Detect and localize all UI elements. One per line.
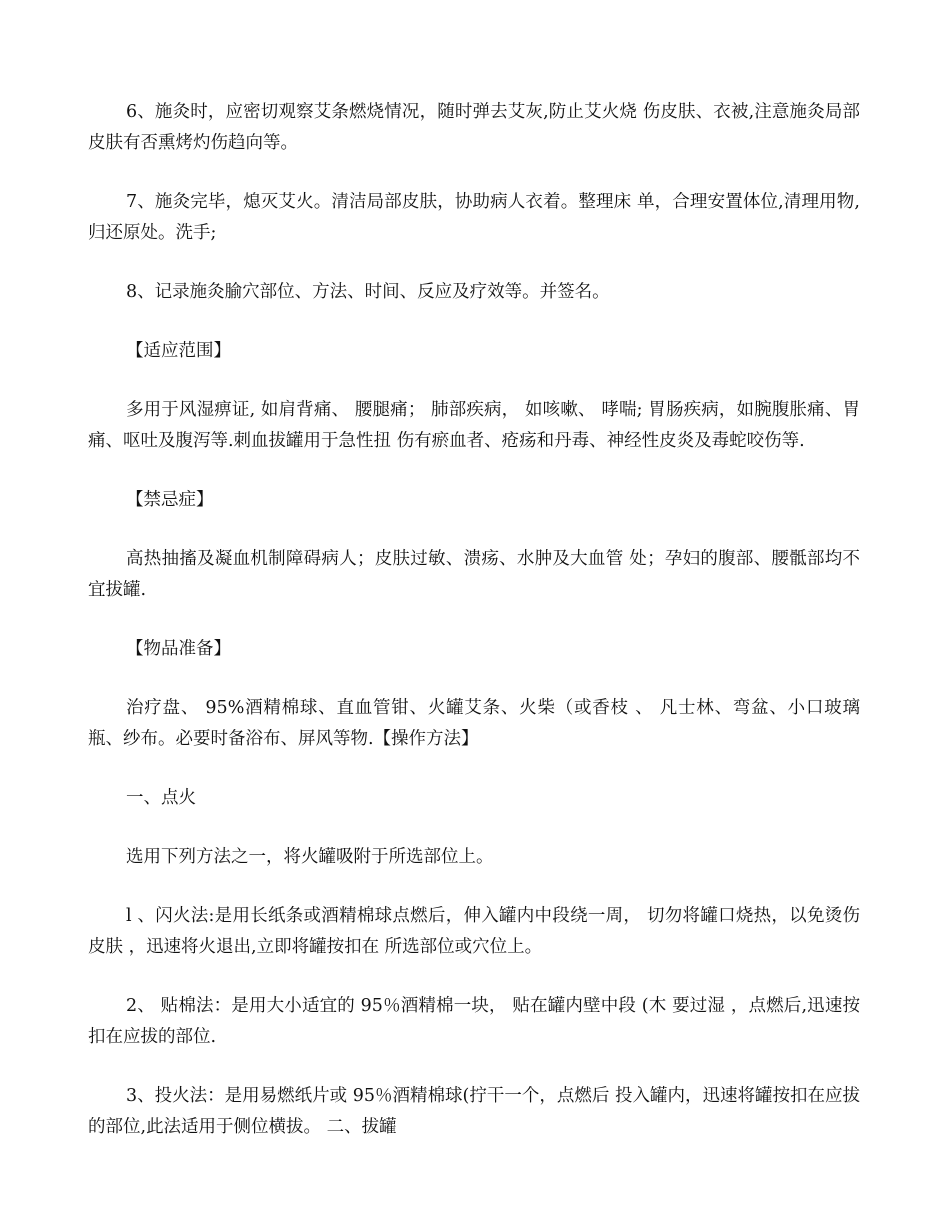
paragraph-throw-fire-method: 3、投火法：是用易燃纸片或 95％酒精棉球(拧干一个，点燃后 投入罐内，迅速将罐按扣在应拔的部位,此法适用于侧位横拔。 二、拔罐 <box>88 1086 860 1137</box>
paragraph-step-7: 7、施灸完毕，熄灭艾火。清洁局部皮肤，协助病人衣着。整理床 单，合理安置体位,清理用物,归还原处。洗手; <box>88 192 860 243</box>
paragraph-contraindications: 高热抽搐及凝血机制障碍病人；皮肤过敏、溃疡、水肿及大血管 处；孕妇的腹部、腰骶部均不宜拔罐. <box>88 549 860 600</box>
section-heading-contraindications: 【禁忌症】 <box>126 490 214 510</box>
paragraph-cotton-method: 2、 贴棉法：是用大小适宜的 95％酒精棉一块， 贴在罐内壁中段 (木 要过湿 ，点燃后,迅速按扣在应拔的部位. <box>88 996 860 1047</box>
document-body <box>88 97 860 1171</box>
section-heading-supplies: 【物品准备】 <box>126 639 231 659</box>
paragraph-step-8: 8、记录施灸腧穴部位、方法、时间、反应及疗效等。并签名。 <box>126 282 610 302</box>
subheading-ignition: 一、点火 <box>126 788 196 808</box>
paragraph-supplies: 治疗盘、 95%酒精棉球、直血管钳、火罐艾条、火柴（或香枝 、 凡士林、弯盆、小口玻璃瓶、纱布。必要时备浴布、屏风等物.【操作方法】 <box>88 698 860 749</box>
paragraph-flash-fire-method: l 、闪火法:是用长纸条或酒精棉球点燃后，伸入罐内中段绕一周， 切勿将罐口烧热，以免烫伤皮肤 ，迅速将火退出,立即将罐按扣在 所选部位或穴位上。 <box>88 906 860 957</box>
section-heading-indications: 【适应范围】 <box>126 341 231 361</box>
paragraph-ignition-intro: 选用下列方法之一，将火罐吸附于所选部位上。 <box>126 847 494 867</box>
paragraph-step-6: 6、施灸时，应密切观察艾条燃烧情况，随时弹去艾灰,防止艾火烧 伤皮肤、衣被,注意施灸局部皮肤有否熏烤灼伤趋向等。 <box>88 102 860 153</box>
paragraph-indications: 多用于风湿痹证, 如肩背痛、 腰腿痛； 肺部疾病， 如咳嗽、 哮喘; 胃肠疾病，如腕腹胀痛、胃痛、呕吐及腹泻等.刺血拔罐用于急性扭 伤有瘀血者、疮疡和丹毒、神经性皮炎及毒蛇咬伤等. <box>88 400 860 451</box>
